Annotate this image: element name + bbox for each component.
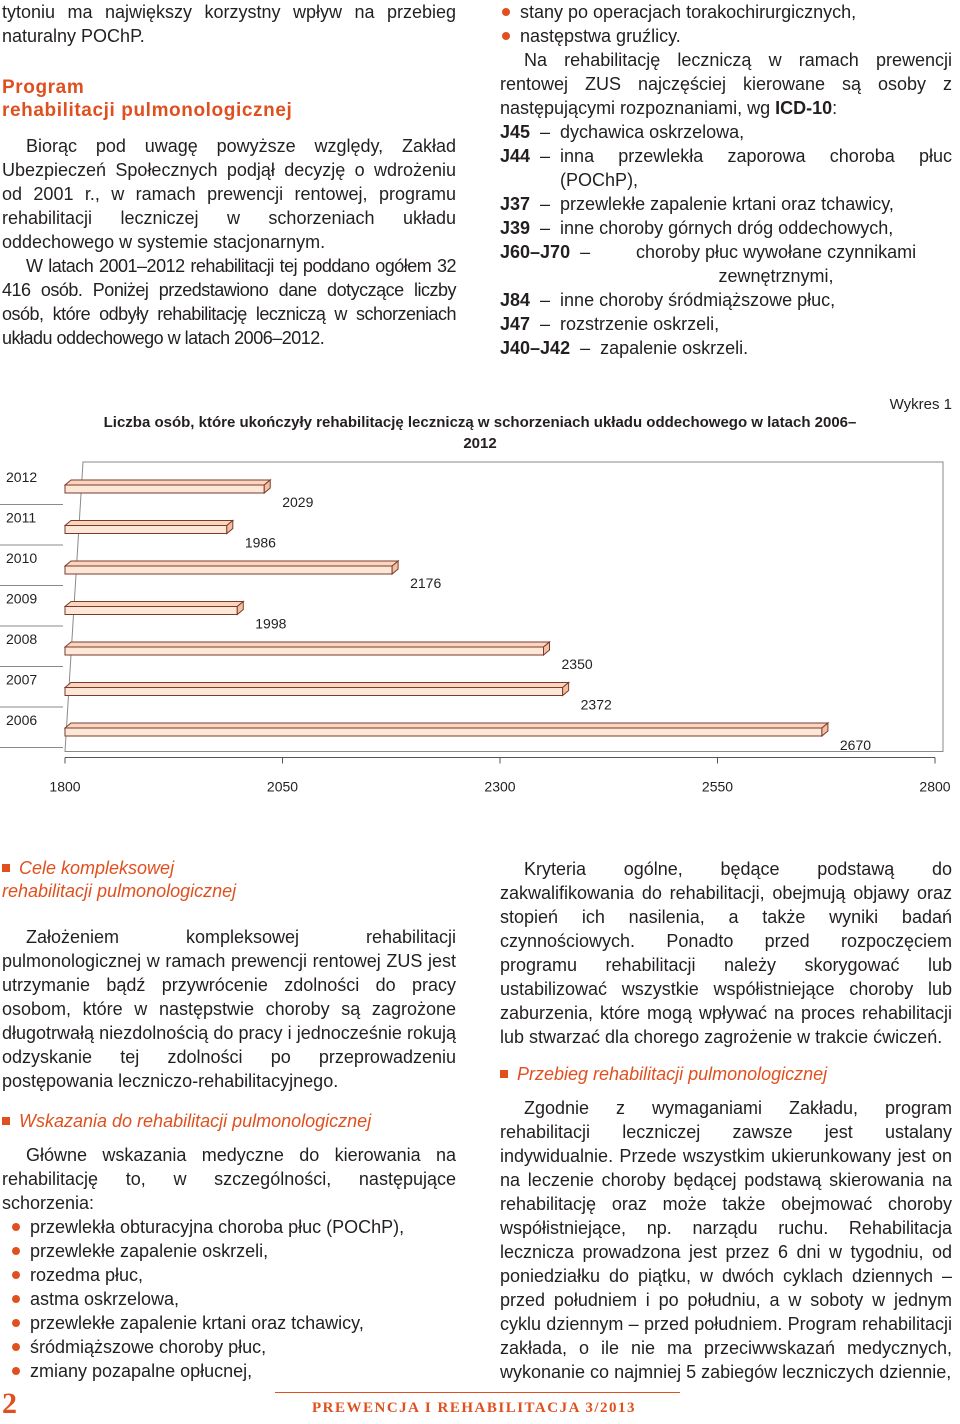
paragraph-criteria: Kryteria ogólne, będące podstawą do zakwalifikowania do rehabilitacji, obejmują objawy oraz stopień ich nasilenia, a także wyniki badań czynnościowych. Ponadto przed rozpoczęciem programu rehabilitacji należy skorygować lub ustabilizować wszystkie współistniejące choroby lub zaburzenia, które mogą wpływać na proces rehabilitacji lub stwarzać dla chorego zagrożenie w trakcie ćwiczeń.: [500, 859, 952, 1047]
x-tick-label: 2550: [701, 778, 734, 795]
paragraph-diagnoses: Na rehabilitację leczniczą w ramach prewencji rentowej ZUS najczęściej kierowane są osoby z następującymi rozpoznaniami, wg ICD-10:: [500, 50, 952, 118]
paragraph-course: Zgodnie z wymaganiami Zakładu, program rehabilitacji leczniczej zawsze jest ustalany indywidualnie. Przede wszystkim ukierunkowany jest on na leczenie choroby będącej podstawą skierowania na rehabilitację oraz może także obejmować choroby współistniejące, np. narządu ruchu. Rehabilitacja lecznicza prowadzona jest przez 6 dni w tygodniu, od poniedziałku do piątku, w dwóch cyklach dziennych – przed południem i po południu, a w soboty w jednym cyklu dziennym – przed południem. Program rehabilitacji zakłada, o ile nie ma przeciwwskazań medycznych, wykonanie co najmniej 5 zabiegów leczniczych dziennie,: [500, 1098, 952, 1382]
icd-row: J40–J42 – zapalenie oskrzeli.: [500, 338, 749, 358]
data-label: 1986: [244, 534, 276, 551]
paragraph-indications: Główne wskazania medyczne do kierowania na rehabilitację to, w szczególności, następujące schorzenia:: [2, 1145, 456, 1213]
bar-top-face: [65, 480, 270, 485]
bar-top-face: [65, 521, 233, 526]
category-label: 2008: [6, 631, 38, 647]
icd-row: J47 – rozstrzenie oskrzeli,: [500, 314, 720, 334]
right-top-column: [500, 0, 952, 360]
intro-continuation: tytoniu ma największy korzystny wpływ na przebieg naturalny POChP.: [2, 2, 456, 46]
journal-name: PREWENCJA I REHABILITACJA 3/2013: [312, 1400, 637, 1416]
square-bullet-icon: [2, 864, 10, 872]
list-item: następstwa gruźlicy.: [500, 24, 952, 48]
right-bottom-column: [500, 857, 952, 1384]
category-label: 2010: [6, 550, 38, 566]
bar: [65, 688, 563, 696]
bar-top-face: [65, 602, 243, 607]
chart-number: Wykres 1: [889, 396, 952, 413]
data-label: 2670: [839, 737, 872, 753]
bar: [65, 526, 227, 534]
section-heading-course: Przebieg rehabilitacji pulmonologicznej: [500, 1063, 952, 1086]
bar-top-face: [65, 723, 828, 728]
icd-row: J37 – przewlekłe zapalenie krtani oraz tchawicy,: [500, 194, 894, 214]
bar: [65, 607, 237, 615]
square-bullet-icon: [500, 1070, 508, 1078]
paragraph-goals: Założeniem kompleksowej rehabilitacji pulmonologicznej w ramach prewencji rentowej ZUS jest utrzymanie bądź przywrócenie zdolności do pracy osobom, które w następstwie choroby są zagrożone długotrwałą niezdolnością do pracy i jednocześnie rokują odzyskanie tej zdolności po przeprowadzeniu postępowania leczniczo-rehabilitacyjnego.: [2, 927, 456, 1091]
left-top-column: [2, 0, 456, 350]
icd-row: J60–J70 – choroby płuc wywołane czynnikami zewnętrznymi,: [500, 242, 917, 286]
bar: [65, 728, 822, 736]
paragraph-decision: Biorąc pod uwagę powyższe względy, Zakład Ubezpieczeń Społecznych podjął decyzję o wdrożeniu od 2001 r., w ramach prewencji rentowej, programu rehabilitacji leczniczej w schorzeniach układu oddechowego w systemie stacjonarnym.: [2, 136, 456, 252]
bar-top-face: [65, 561, 398, 566]
list-item: przewlekłe zapalenie oskrzeli,: [10, 1239, 456, 1263]
bar-top-face: [65, 683, 569, 688]
data-label: 2372: [580, 696, 612, 713]
data-label: 2029: [282, 494, 314, 510]
list-item: przewlekła obturacyjna choroba płuc (POChP),: [10, 1215, 456, 1239]
bar: [65, 647, 544, 655]
chart-title: Liczba osób, które ukończyły rehabilitację leczniczą w schorzeniach układu oddechowego w latach 2006–2012: [103, 414, 857, 452]
left-bottom-column: [2, 857, 456, 1383]
icd-row: J44 – inna przewlekła zaporowa choroba płuc (POChP),: [500, 146, 952, 190]
bar: [65, 566, 392, 574]
icd-list: [500, 120, 952, 360]
category-label: 2011: [6, 509, 37, 526]
square-bullet-icon: [2, 1117, 10, 1125]
paragraph-stats: W latach 2001–2012 rehabilitacji tej poddano ogółem 32 416 osób. Poniżej przedstawiono dane dotyczące liczby osób, które odbyły rehabilitację leczniczą w schorzeniach układu oddechowego w latach 2006–2012.: [2, 256, 456, 348]
x-tick-label: 2300: [484, 778, 516, 795]
footer-rule-left: [275, 1392, 680, 1393]
category-label: 2006: [6, 712, 38, 728]
bar-top-face: [65, 642, 550, 647]
list-item: rozedma płuc,: [10, 1263, 456, 1287]
icd-row: J84 – inne choroby śródmiąższowe płuc,: [500, 290, 836, 310]
list-item: astma oskrzelowa,: [10, 1287, 456, 1311]
continued-bullet-list: [500, 0, 952, 48]
data-label: 2350: [561, 656, 593, 672]
section-heading-indications: Wskazania do rehabilitacji pulmonologicznej: [2, 1110, 456, 1133]
section-title: Program rehabilitacji pulmonologicznej: [2, 77, 293, 121]
data-label: 1998: [255, 615, 287, 632]
x-tick-label: 2050: [266, 778, 299, 795]
list-item: śródmiąższowe choroby płuc,: [10, 1335, 456, 1359]
category-label: 2009: [6, 590, 38, 607]
category-label: 2012: [6, 469, 38, 485]
page-number: 2: [2, 1387, 17, 1420]
bar: [65, 485, 264, 493]
bar-chart: [0, 460, 960, 820]
icd-row: J45 – dychawica oskrzelowa,: [500, 122, 745, 142]
data-label: 2176: [410, 575, 442, 591]
icd-row: J39 – inne choroby górnych dróg oddechowych,: [500, 218, 894, 238]
category-label: 2007: [6, 671, 38, 688]
list-item: przewlekłe zapalenie krtani oraz tchawicy,: [10, 1311, 456, 1335]
indications-list: [10, 1215, 456, 1383]
list-item: stany po operacjach torakochirurgicznych,: [500, 0, 952, 24]
list-item: zmiany pozapalne opłucnej,: [10, 1359, 456, 1383]
x-tick-label: 1800: [49, 778, 81, 795]
x-tick-label: 2800: [919, 778, 951, 795]
section-heading-goals: Cele kompleksowej rehabilitacji pulmonologicznej: [2, 858, 237, 901]
